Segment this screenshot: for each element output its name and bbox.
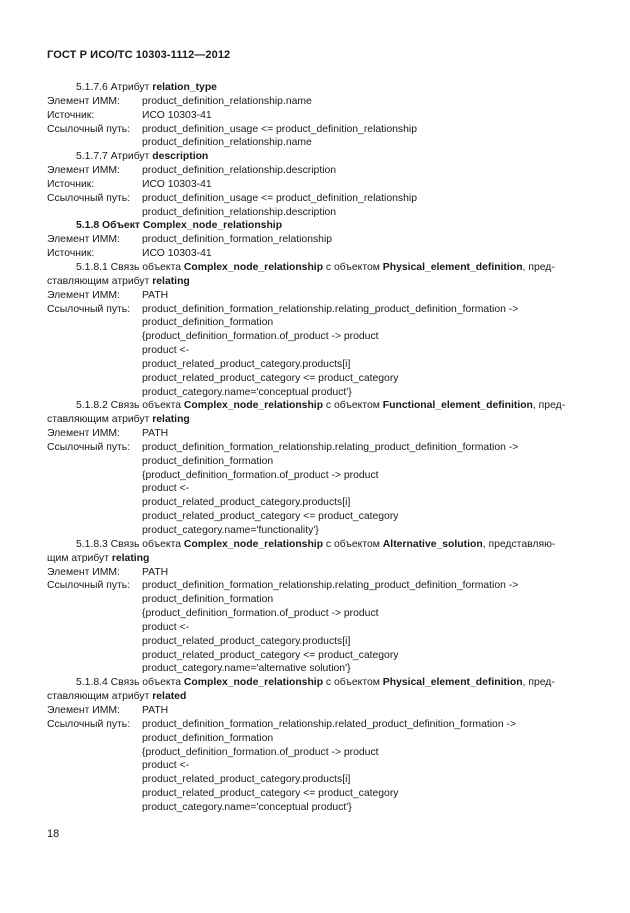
ref-path-line: product_definition_relationship.name: [142, 137, 312, 149]
ref-path-row: Ссылочный путь: product_definition_usage <= product_definition_relationship: [47, 192, 417, 204]
section-5-1-8-2-title: 5.1.8.2 Связь объекта Complex_node_relationship с объектом Functional_element_definition, пред-: [76, 400, 566, 412]
imm-row: Элемент ИММ: PATH: [47, 428, 169, 440]
section-5-1-8-2-title-cont: ставляющим атрибут relating: [47, 414, 190, 426]
ref-path-row: Ссылочный путь: product_definition_formation_relationship.related_product_definition_formation ->: [47, 718, 517, 730]
ref-path-line: {product_definition_formation.of_product -> product: [142, 746, 379, 758]
ref-path-line: product_definition_formation: [142, 594, 274, 606]
imm-row: Элемент ИММ: PATH: [47, 704, 169, 716]
source-row: Источник: ИСО 10303-41: [47, 178, 212, 190]
page-number: 18: [47, 828, 60, 840]
ref-path-line: product_category.name='functionality'}: [142, 525, 319, 536]
ref-path-line: product <-: [142, 760, 190, 772]
section-5-1-7-6-title: 5.1.7.6 Атрибут relation_type: [76, 82, 217, 93]
ref-path-line: product <-: [142, 483, 190, 495]
section-5-1-8-1-title-cont: ставляющим атрибут relating: [47, 275, 190, 287]
ref-path-line: product_related_product_category <= product_category: [142, 788, 399, 800]
imm-row: Элемент ИММ: PATH: [47, 566, 169, 578]
ref-path-line: product_related_product_category <= product_category: [142, 372, 399, 384]
section-5-1-8-1-title: 5.1.8.1 Связь объекта Complex_node_relationship с объектом Physical_element_definition, пред-: [76, 261, 555, 273]
ref-path-row: Ссылочный путь: product_definition_formation_relationship.relating_product_definition_formation ->: [47, 580, 519, 592]
section-5-1-8-heading: 5.1.8 Объект Complex_node_relationship: [76, 220, 283, 232]
imm-row: Элемент ИММ: PATH: [47, 289, 169, 301]
section-5-1-8-3-title-cont: щим атрибут relating: [47, 552, 150, 564]
ref-path-row: Ссылочный путь: product_definition_usage <= product_definition_relationship: [47, 123, 417, 135]
ref-path-line: product_related_product_category.products[i]: [142, 635, 351, 647]
imm-row: Элемент ИММ: product_definition_formation_relationship: [47, 234, 333, 246]
section-5-1-8-4-title-cont: ставляющим атрибут related: [47, 691, 187, 703]
ref-path-line: product <-: [142, 345, 190, 357]
ref-path-line: product_definition_formation: [142, 317, 274, 329]
ref-path-line: product_related_product_category.products[i]: [142, 774, 351, 786]
source-row: Источник: ИСО 10303-41: [47, 109, 212, 121]
ref-path-line: product <-: [142, 621, 190, 633]
imm-row: Элемент ИММ: product_definition_relationship.name: [47, 95, 312, 107]
ref-path-line: product_category.name='alternative solution'}: [142, 663, 351, 675]
ref-path-line: product_related_product_category <= product_category: [142, 649, 399, 661]
ref-path-line: product_category.name='conceptual product'}: [142, 386, 352, 398]
ref-path-line: product_definition_formation: [142, 455, 274, 467]
source-row: Источник: ИСО 10303-41: [47, 248, 212, 260]
ref-path-row: Ссылочный путь: product_definition_formation_relationship.relating_product_definition_formation ->: [47, 441, 519, 453]
ref-path-line: product_related_product_category.products[i]: [142, 497, 351, 509]
ref-path-line: {product_definition_formation.of_product -> product: [142, 608, 379, 620]
ref-path-line: product_definition_relationship.description: [142, 206, 337, 218]
ref-path-line: {product_definition_formation.of_product -> product: [142, 331, 379, 343]
ref-path-line: product_definition_formation: [142, 732, 274, 744]
ref-path-line: {product_definition_formation.of_product -> product: [142, 469, 379, 481]
imm-row: Элемент ИММ: product_definition_relationship.description: [47, 165, 337, 177]
ref-path-line: product_related_product_category.products[i]: [142, 358, 351, 370]
document-body: [47, 81, 595, 815]
ref-path-line: product_category.name='conceptual product'}: [142, 801, 352, 813]
ref-path-line: product_related_product_category <= product_category: [142, 511, 399, 523]
ref-path-row: Ссылочный путь: product_definition_formation_relationship.relating_product_definition_formation ->: [47, 303, 519, 315]
section-5-1-8-4-title: 5.1.8.4 Связь объекта Complex_node_relationship с объектом Physical_element_definition, пред-: [76, 677, 555, 689]
section-5-1-8-3-title: 5.1.8.3 Связь объекта Complex_node_relationship с объектом Alternative_solution, представляю-: [76, 538, 556, 550]
page-header: ГОСТ Р ИСО/ТС 10303-1112—2012: [47, 49, 231, 61]
section-5-1-7-7-title: 5.1.7.7 Атрибут description: [76, 151, 209, 163]
